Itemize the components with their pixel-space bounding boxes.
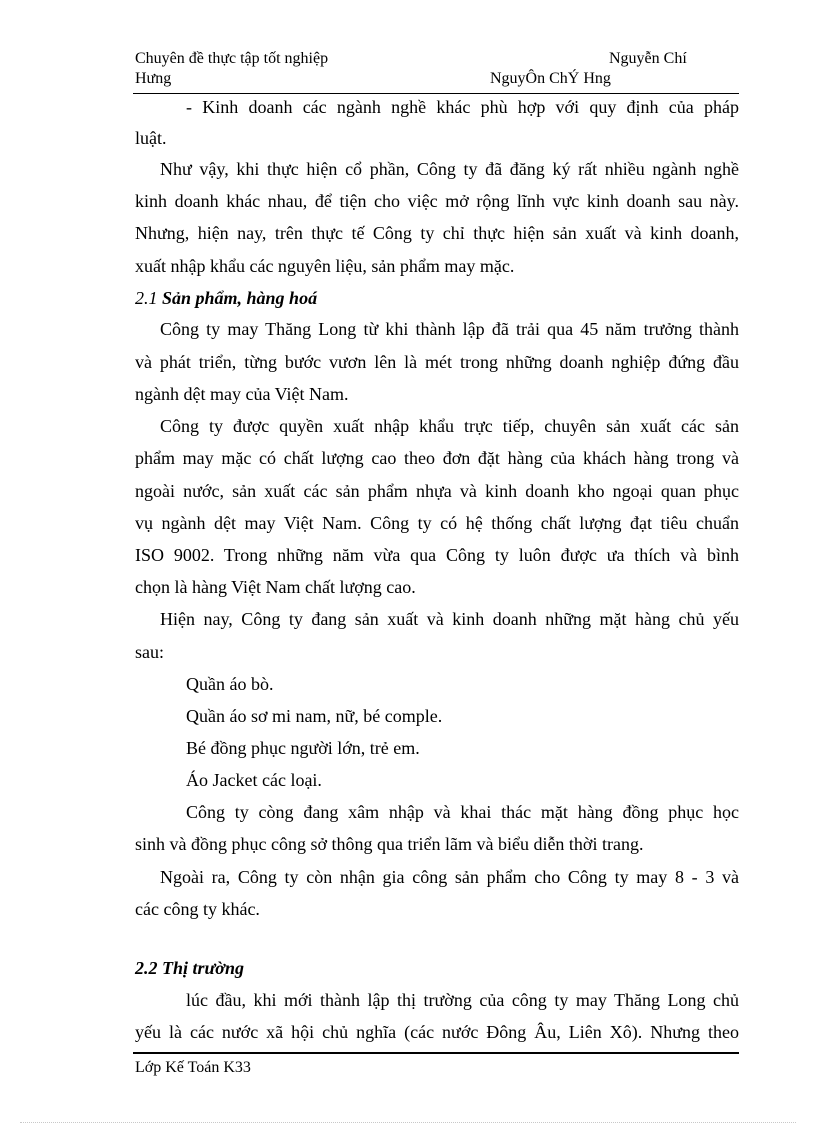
list-item: Áo Jacket các loại. (186, 770, 322, 790)
paragraph-line: - Kinh doanh các ngành nghề khác phù hợp với quy định của pháp (186, 97, 739, 117)
section-heading-2-2 (135, 956, 739, 980)
paragraph-line: xuất nhập khẩu các nguyên liệu, sản phẩm may mặc. (135, 256, 515, 276)
paragraph-line: kinh doanh khác nhau, để tiện cho việc mở rộng lĩnh vực kinh doanh sau này. (135, 191, 739, 211)
paragraph-line: yếu là các nước xã hội chủ nghĩa (các nước Đông Âu, Liên Xô). Nhưng theo (135, 1022, 739, 1042)
paragraph-line: sinh và đồng phục công sở thông qua triển lãm và biểu diễn thời trang. (135, 834, 644, 854)
header-author-name: Nguyễn Chí (609, 50, 687, 67)
section-title: Thị trường (162, 958, 244, 978)
section-number: 2.2 (135, 958, 158, 978)
header-author-name-garbled: NguyÔn ChÝ Hng (490, 70, 611, 87)
paragraph-line: Công ty được quyền xuất nhập khẩu trực tiếp, chuyên sản xuất các sản (160, 416, 739, 436)
paragraph-line: luật. (135, 128, 167, 148)
paragraph-line: sau: (135, 642, 164, 662)
footer-divider (133, 1052, 739, 1054)
paragraph-line: và phát triển, từng bước vươn lên là mét trong những doanh nghiệp đứng đầu (135, 352, 739, 372)
paragraph-line: phẩm may mặc có chất lượng cao theo đơn đặt hàng của khách hàng trong và (135, 448, 739, 468)
paragraph-line: ngành dệt may của Việt Nam. (135, 384, 349, 404)
paragraph-line: vụ ngành dệt may Việt Nam. Công ty có hệ thống chất lượng đạt tiêu chuẩn (135, 513, 739, 533)
paragraph-line: ISO 9002. Trong những năm vừa qua Công ty luôn được ưa thích và bình (135, 545, 739, 565)
footer-class-name: Lớp Kế Toán K33 (135, 1059, 251, 1076)
paragraph-line: Hiện nay, Công ty đang sản xuất và kinh doanh những mặt hàng chủ yếu (160, 609, 739, 629)
header-divider (133, 93, 739, 94)
section-heading-2-1 (135, 286, 739, 310)
paragraph-line: ngoài nước, sản xuất các sản phẩm nhựa và kinh doanh kho ngoại quan phục (135, 481, 739, 501)
paragraph-line: Như vậy, khi thực hiện cổ phần, Công ty đã đăng ký rất nhiều ngành nghề (160, 159, 739, 179)
paragraph-line: lúc đầu, khi mới thành lập thị trường của công ty may Thăng Long chủ (186, 990, 739, 1010)
section-title: Sản phẩm, hàng hoá (162, 288, 318, 308)
header-course-title: Chuyên đề thực tập tốt nghiệp (135, 50, 329, 67)
paragraph-line: các công ty khác. (135, 899, 260, 919)
paragraph-line: Nhưng, hiện nay, trên thực tế Công ty chỉ thực hiện sản xuất và kinh doanh, (135, 223, 739, 243)
section-number: 2.1 (135, 288, 158, 308)
paragraph-line: Ngoài ra, Công ty còn nhận gia công sản phẩm cho Công ty may 8 - 3 và (160, 867, 739, 887)
list-item: Quần áo sơ mi nam, nữ, bé comple. (186, 706, 443, 726)
paragraph-line: chọn là hàng Việt Nam chất lượng cao. (135, 577, 416, 597)
header-author-name-continued: Hưng (135, 70, 172, 87)
paragraph-line: Công ty may Thăng Long từ khi thành lập đã trải qua 45 năm trưởng thành (160, 319, 739, 339)
paragraph-line: Công ty còng đang xâm nhập và khai thác mặt hàng đồng phục học (186, 802, 739, 822)
list-item: Bé đồng phục người lớn, trẻ em. (186, 738, 420, 758)
list-item: Quần áo bò. (186, 674, 274, 694)
